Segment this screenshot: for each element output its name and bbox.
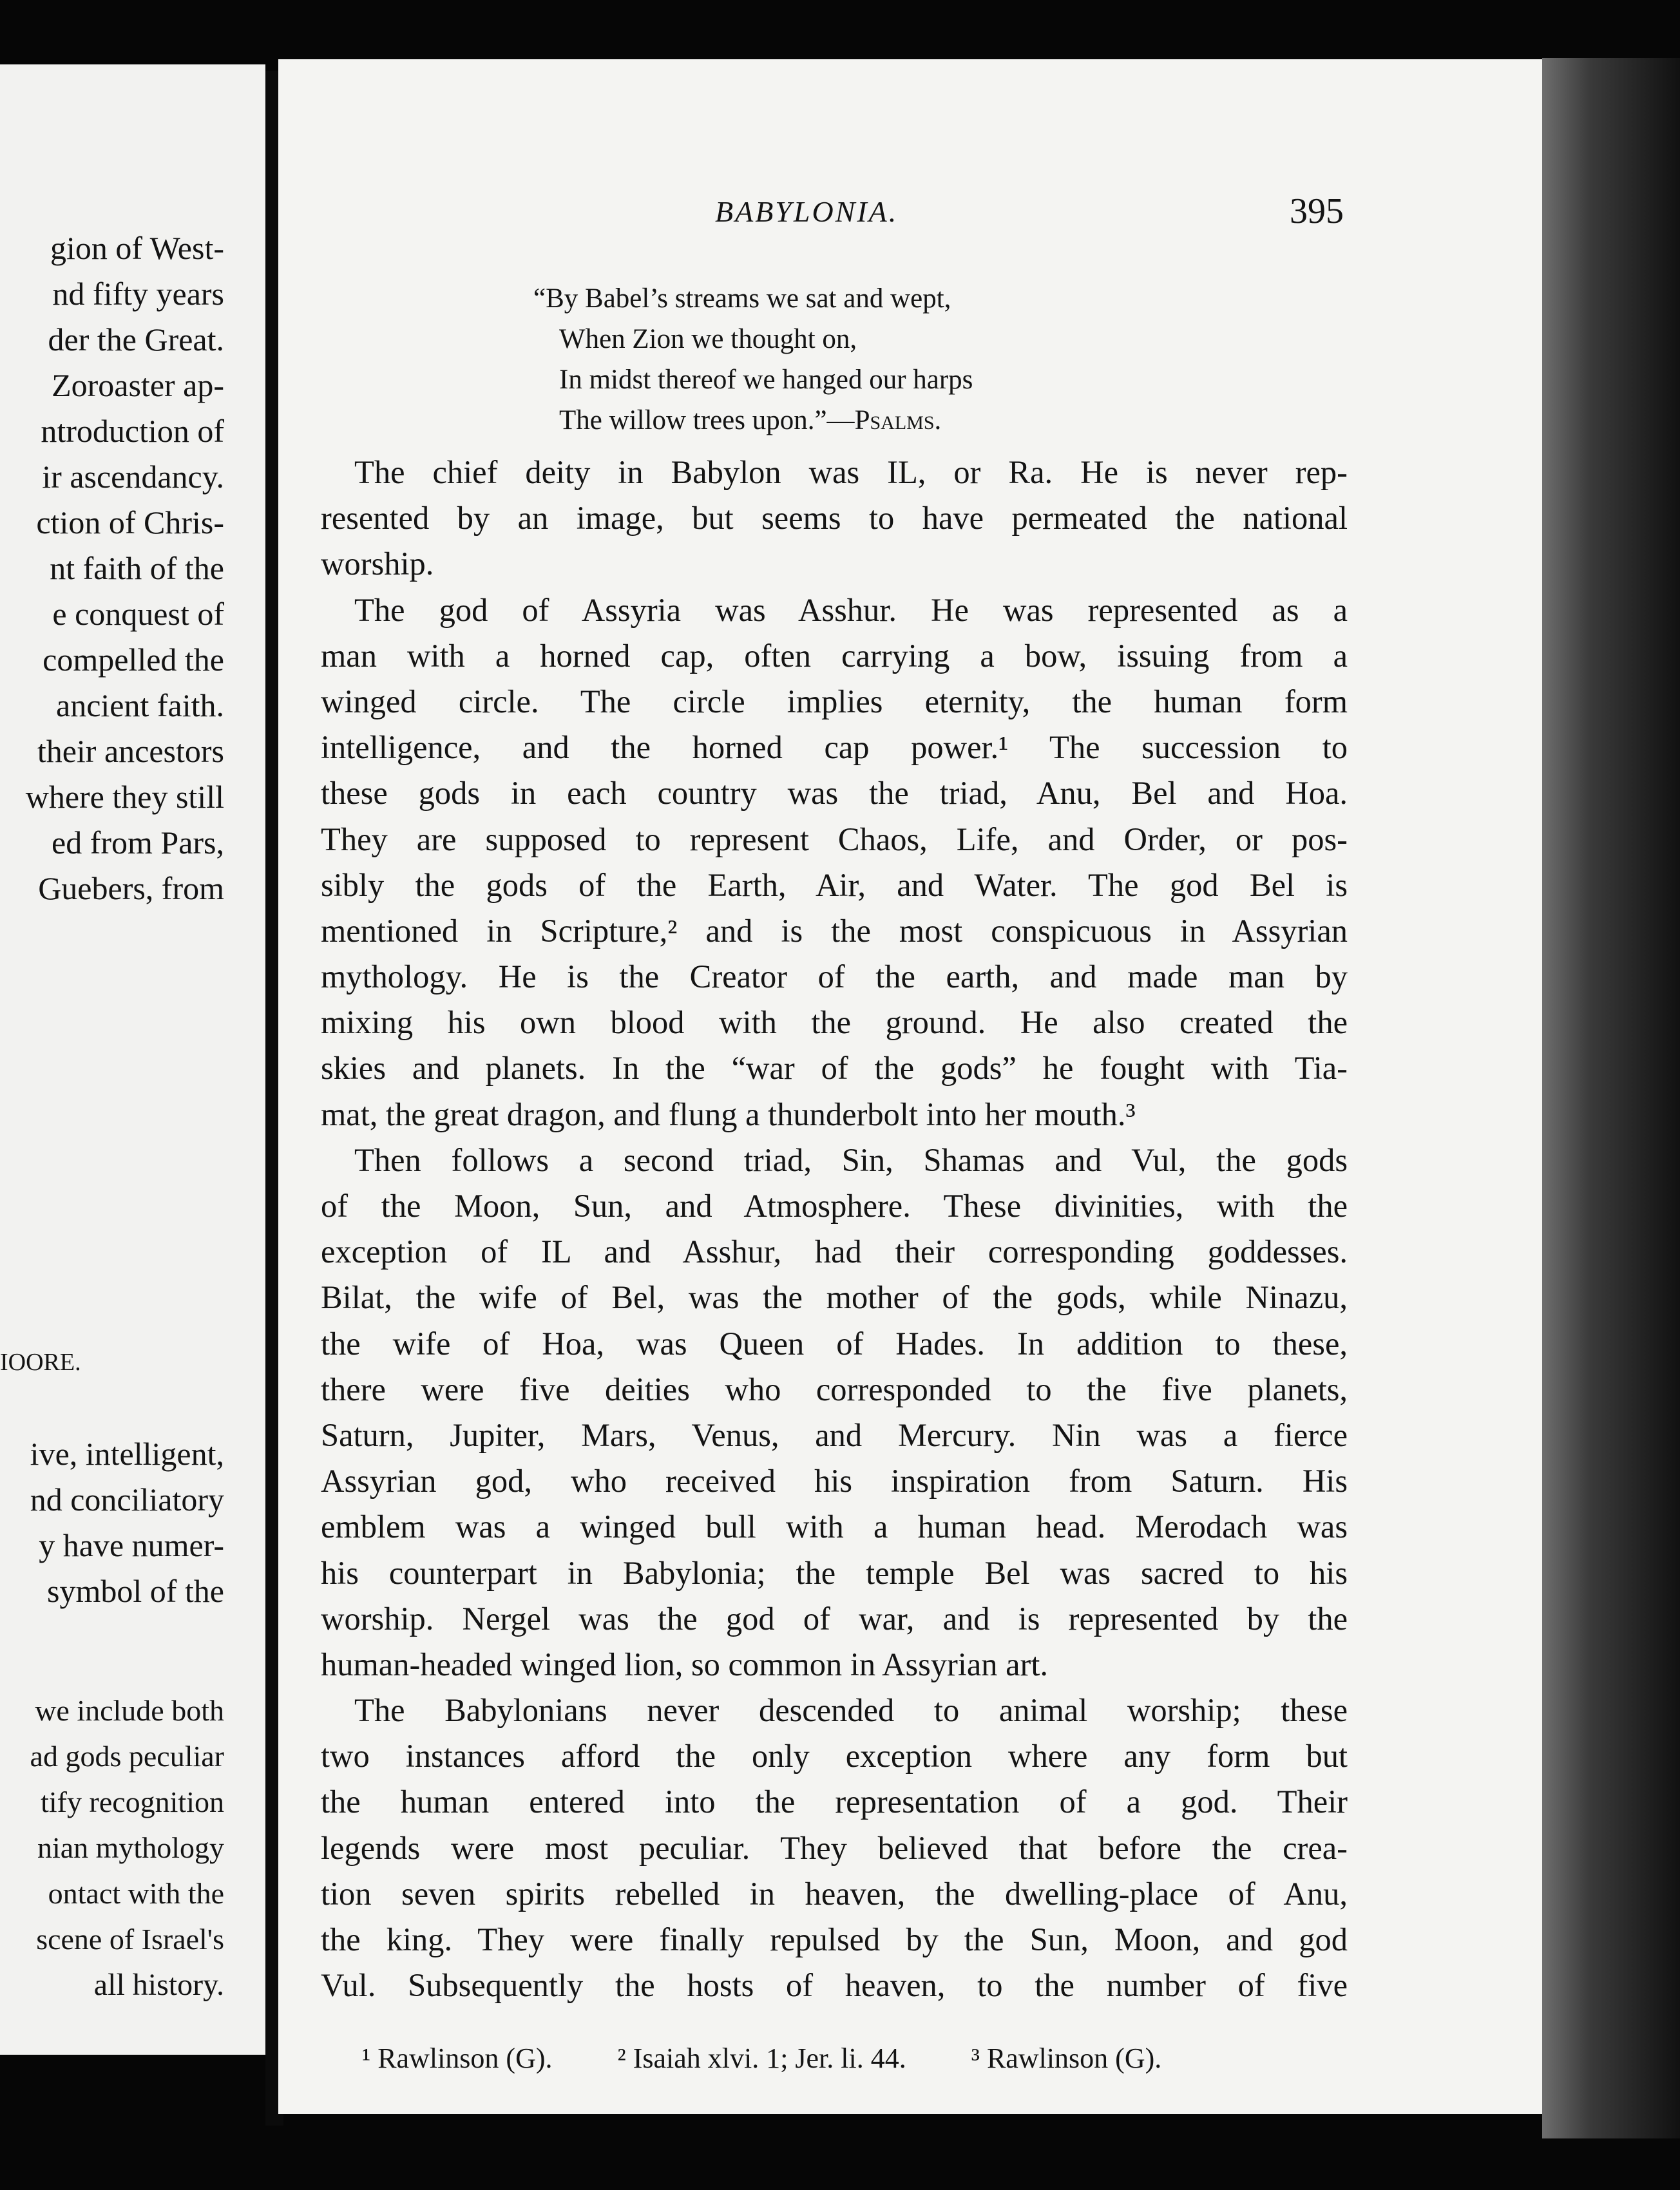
body-line: They are supposed to represent Chaos, Life, and Order, or pos- [321, 821, 1348, 857]
epigraph-line-text: The willow trees upon.”— [559, 405, 855, 435]
left-page-line: gion of West- [50, 230, 224, 266]
left-page-line: nian mythology [37, 1831, 224, 1864]
left-page-line: nd conciliatory [30, 1481, 224, 1518]
body-line: Vul. Subsequently the hosts of heaven, to the number of five [321, 1967, 1348, 2004]
body-line: Saturn, Jupiter, Mars, Venus, and Mercury. Nin was a fierce [321, 1416, 1348, 1453]
body-line: these gods in each country was the triad, Anu, Bel and Hoa. [321, 775, 1348, 812]
right-page [278, 59, 1542, 2114]
left-page-line: ontact with the [48, 1877, 224, 1910]
left-page-line: y have numer- [39, 1527, 224, 1563]
left-page-line: ed from Pars, [52, 824, 224, 861]
body-line: resented by an image, but seems to have permeated the national [321, 500, 1348, 537]
body-line: The chief deity in Babylon was IL, or Ra. He is never rep- [354, 454, 1348, 490]
left-page-line: IOORE. [0, 1349, 81, 1376]
body-line: sibly the gods of the Earth, Air, and Water. The god Bel is [321, 866, 1348, 903]
body-line: mythology. He is the Creator of the earth, and made man by [321, 958, 1348, 995]
page-edge [1542, 58, 1680, 2138]
body-line: Bilat, the wife of Bel, was the mother of the gods, while Ninazu, [321, 1279, 1348, 1316]
body-line: of the Moon, Sun, and Atmosphere. These divinities, with the [321, 1188, 1348, 1224]
body-line: mentioned in Scripture,² and is the most conspicuous in Assyrian [321, 912, 1348, 949]
body-line: mat, the great dragon, and flung a thunderbolt into her mouth.³ [321, 1096, 1136, 1132]
footnote: ² Isaiah xlvi. 1; Jer. li. 44. [617, 2042, 906, 2074]
page-number: 395 [1290, 191, 1344, 231]
body-line: mixing his own blood with the ground. He also created the [321, 1004, 1348, 1041]
left-page-line: ad gods peculiar [30, 1740, 224, 1773]
left-page-line: ir ascendancy. [42, 459, 224, 495]
body-line: human-headed winged lion, so common in Assyrian art. [321, 1646, 1049, 1682]
left-page [0, 64, 265, 2055]
body-line: two instances afford the only exception where any form but [321, 1738, 1348, 1775]
left-page-line: nt faith of the [50, 550, 224, 586]
epigraph-line: “By Babel’s streams we sat and wept, [533, 283, 951, 314]
body-text [321, 450, 1348, 2008]
body-line: his counterpart in Babylonia; the temple Bel was sacred to his [321, 1554, 1348, 1591]
left-page-line: nd fifty years [52, 276, 224, 312]
footnote: ³ Rawlinson (G). [971, 2042, 1162, 2074]
epigraph-attribution: Psalms. [854, 405, 942, 435]
body-line: worship. Nergel was the god of war, and is represented by the [321, 1600, 1348, 1637]
body-line: worship. [321, 546, 434, 582]
left-page-line: tify recognition [41, 1785, 224, 1818]
left-page-line: scene of Israel's [36, 1923, 224, 1956]
left-page-line: we include both [35, 1694, 224, 1727]
left-page-line: all history. [93, 1968, 224, 2002]
body-line: the human entered into the representation of a god. Their [321, 1784, 1348, 1820]
body-line: exception of IL and Asshur, had their corresponding goddesses. [321, 1233, 1348, 1270]
body-line: The Babylonians never descended to animal worship; these [354, 1692, 1348, 1729]
left-page-line: compelled the [43, 642, 224, 678]
body-line: man with a horned cap, often carrying a bow, issuing from a [321, 637, 1348, 674]
left-page-line: e conquest of [52, 596, 224, 632]
body-line: legends were most peculiar. They believed that before the crea- [321, 1829, 1348, 1866]
epigraph-line: When Zion we thought on, [559, 324, 857, 354]
body-line: tion seven spirits rebelled in heaven, the dwelling-place of Anu, [321, 1875, 1348, 1912]
epigraph-line: In midst thereof we hanged our harps [559, 365, 973, 395]
body-line: the king. They were finally repulsed by the Sun, Moon, and god [321, 1921, 1348, 1957]
left-page-line: ancient faith. [56, 687, 224, 723]
left-page-line: der the Great. [48, 321, 224, 357]
left-page-line: where they still [25, 779, 224, 815]
left-page-line: symbol of the [47, 1573, 224, 1609]
body-line: skies and planets. In the “war of the gods” he fought with Tia- [321, 1050, 1348, 1087]
epigraph [533, 278, 1178, 441]
left-page-line: Guebers, from [38, 870, 224, 906]
left-page-line: ive, intelligent, [30, 1436, 224, 1472]
body-line: Then follows a second triad, Sin, Shamas and Vul, the gods [354, 1141, 1348, 1178]
footnote: ¹ Rawlinson (G). [362, 2042, 553, 2074]
left-page-line: their ancestors [37, 733, 224, 769]
body-line: there were five deities who corresponded to the five planets, [321, 1371, 1348, 1407]
running-head: BABYLONIA. [715, 195, 899, 228]
left-page-line: ction of Chris- [36, 504, 224, 540]
epigraph-line [533, 400, 1178, 441]
left-page-line: ntroduction of [41, 413, 224, 449]
left-page-line: Zoroaster ap- [52, 367, 224, 403]
body-line: emblem was a winged bull with a human head. Merodach was [321, 1509, 1348, 1545]
footnotes [362, 2042, 1328, 2075]
body-line: Assyrian god, who received his inspiration from Saturn. His [321, 1463, 1348, 1500]
body-line: winged circle. The circle implies eternity, the human form [321, 683, 1348, 719]
body-line: intelligence, and the horned cap power.¹ The succession to [321, 729, 1348, 766]
body-line: The god of Assyria was Asshur. He was represented as a [354, 591, 1348, 628]
body-line: the wife of Hoa, was Queen of Hades. In addition to these, [321, 1325, 1348, 1362]
